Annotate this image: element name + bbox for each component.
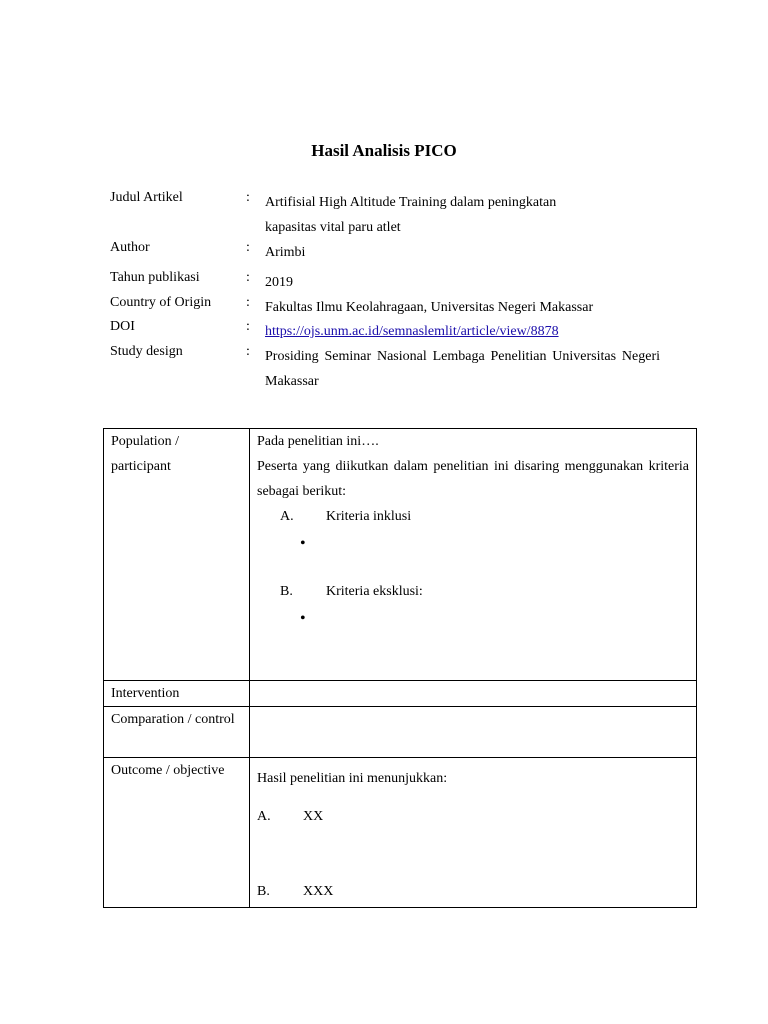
meta-colon: : [246, 295, 250, 310]
comparation-content [250, 707, 697, 758]
meta-colon: : [246, 190, 250, 205]
pico-row-outcome [104, 758, 697, 908]
criteria-letter: A. [280, 509, 294, 524]
outcome-text: XXX [303, 884, 334, 899]
population-content [250, 429, 697, 681]
meta-value-author: Arimbi [265, 245, 306, 260]
outcome-letter: A. [257, 809, 271, 824]
outcome-intro: Hasil penelitian ini menunjukkan: [257, 771, 448, 786]
outcome-item [257, 804, 689, 829]
pico-row-comparation [104, 707, 697, 758]
bullet-item [257, 529, 689, 554]
meta-value-tahun: 2019 [265, 275, 293, 290]
meta-colon: : [246, 344, 250, 359]
comparation-label: Comparation / control [104, 707, 250, 758]
criteria-item [257, 579, 689, 604]
pico-table [103, 428, 697, 908]
meta-colon: : [246, 270, 250, 285]
meta-label-judul: Judul Artikel [110, 190, 183, 205]
meta-value-doi [265, 319, 660, 344]
criteria-item [257, 504, 689, 529]
bullet-icon: • [300, 610, 306, 627]
outcome-letter: B. [257, 884, 270, 899]
population-intro: Pada penelitian ini…. [257, 434, 379, 449]
meta-value-country: Fakultas Ilmu Keolahragaan, Universitas Negeri Makassar [265, 300, 594, 315]
criteria-text: Kriteria inklusi [326, 509, 412, 524]
intervention-content [250, 681, 697, 707]
meta-label-tahun: Tahun publikasi [110, 270, 200, 285]
bullet-icon: • [300, 535, 306, 552]
meta-label-country: Country of Origin [110, 295, 212, 310]
outcome-label: Outcome / objective [104, 758, 250, 908]
meta-value-design: Prosiding Seminar Nasional Lembaga Penelitian Universitas Negeri Makassar [265, 349, 660, 389]
pico-row-population [104, 429, 697, 681]
meta-label-doi: DOI [110, 319, 135, 334]
meta-colon: : [246, 240, 250, 255]
meta-value-judul: Artifisial High Altitude Training dalam peningkatan kapasitas vital paru atlet [265, 195, 557, 235]
bullet-item [257, 604, 689, 629]
doi-link[interactable]: https://ojs.unm.ac.id/semnaslemlit/article/view/8878 [265, 324, 559, 339]
meta-label-design: Study design [110, 344, 183, 359]
population-label: Population / participant [104, 429, 250, 681]
intervention-label: Intervention [104, 681, 250, 707]
pico-row-intervention [104, 681, 697, 707]
population-description: Peserta yang diikutkan dalam penelitian ini disaring menggunakan kriteria sebagai berikut: [257, 459, 689, 499]
meta-label-author: Author [110, 240, 150, 255]
outcome-item [257, 879, 689, 904]
outcome-text: XX [303, 809, 324, 824]
criteria-letter: B. [280, 584, 293, 599]
meta-colon: : [246, 319, 250, 334]
page-title: Hasil Analisis PICO [311, 141, 457, 160]
criteria-text: Kriteria eksklusi: [326, 584, 423, 599]
outcome-content [250, 758, 697, 908]
